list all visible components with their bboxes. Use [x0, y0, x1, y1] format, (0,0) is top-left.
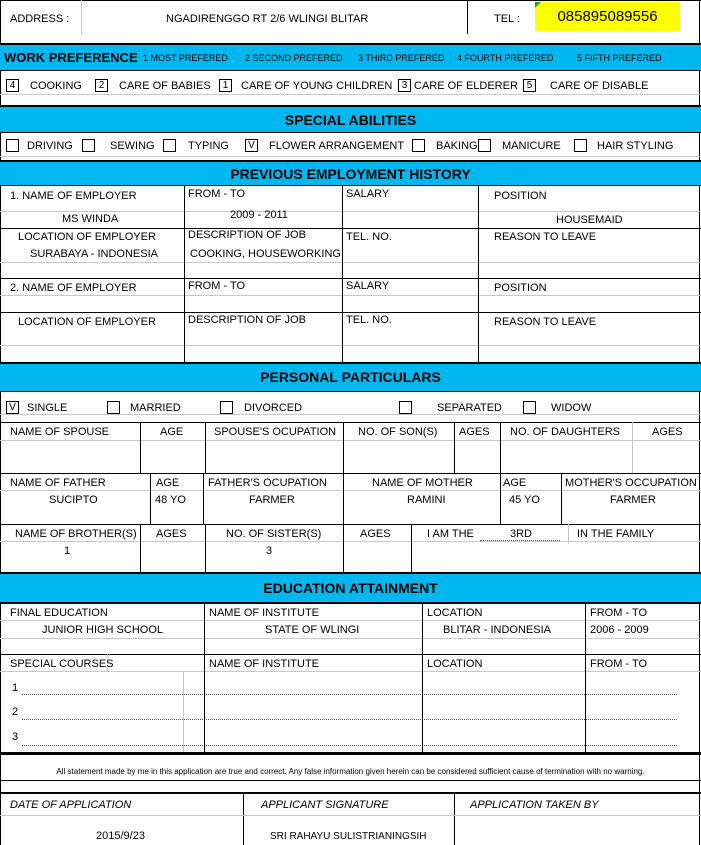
employer1-label: 1. NAME OF EMPLOYER	[10, 190, 137, 202]
institute-value[interactable]: STATE OF WLINGI	[265, 624, 360, 636]
sons-label: NO. OF SON(S)	[358, 426, 438, 438]
daughters-label: NO. OF DAUGHTERS	[510, 426, 621, 438]
status-divorced-checkbox[interactable]	[220, 401, 233, 414]
pref-rank-disable[interactable]: 5	[523, 79, 536, 92]
status-single-checkbox[interactable]: V	[6, 401, 19, 414]
status-separated-label: SEPARATED	[437, 402, 502, 414]
employer1-value[interactable]: MS WINDA	[62, 213, 119, 225]
course-number-1: 1	[12, 682, 19, 694]
ability-hair-checkbox[interactable]	[574, 139, 587, 152]
status-divorced-label: DIVORCED	[244, 402, 303, 414]
father-age-value[interactable]: 48 YO	[155, 494, 186, 506]
tel-value[interactable]: 085895089556	[535, 2, 680, 31]
ability-hair-label: HAIR STYLING	[597, 140, 674, 152]
sisters-value[interactable]: 3	[266, 545, 273, 557]
location1-label: LOCATION OF EMPLOYER	[18, 231, 156, 243]
description1-value[interactable]: COOKING, HOUSEWORKING	[190, 248, 341, 260]
father-occupation-value[interactable]: FARMER	[249, 494, 295, 506]
salary1-label: SALARY	[346, 188, 390, 200]
pref-legend-3: 3 THIRD PREFERED	[358, 53, 445, 63]
course-institute-label: NAME OF INSTITUTE	[209, 658, 319, 670]
ability-baking-label: BAKING	[436, 140, 478, 152]
course-number-3: 3	[12, 731, 19, 743]
reason1-label: REASON TO LEAVE	[494, 231, 597, 243]
mother-occupation-value[interactable]: FARMER	[610, 494, 656, 506]
work-preference-title: WORK PREFERENCE	[4, 50, 138, 65]
statement-text: All statement made by me in this application are true and correct. Any false information given herein can be considered sufficient cause of termination with no warning.	[56, 767, 645, 776]
location1-value[interactable]: SURABAYA - INDONESIA	[30, 248, 158, 260]
date-label: DATE OF APPLICATION	[10, 799, 132, 811]
course-number-2: 2	[12, 706, 19, 718]
mother-name-value[interactable]: RAMINI	[407, 494, 446, 506]
pref-label-children: CARE OF YOUNG CHILDREN	[241, 80, 393, 92]
ability-typing-checkbox[interactable]	[163, 139, 176, 152]
mother-age-value[interactable]: 45 YO	[509, 494, 540, 506]
final-education-value[interactable]: JUNIOR HIGH SCHOOL	[42, 624, 164, 636]
father-age-label: AGE	[156, 477, 180, 489]
ability-flower-checkbox[interactable]: V	[245, 139, 258, 152]
brothers-label: NAME OF BROTHER(S)	[15, 528, 137, 540]
ability-typing-label: TYPING	[188, 140, 229, 152]
sisters-ages-label: AGES	[360, 528, 391, 540]
salary2-label: SALARY	[346, 280, 390, 292]
address-value[interactable]: NGADIRENGGO RT 2/6 WLINGI BLITAR	[166, 13, 369, 25]
ability-driving-label: DRIVING	[27, 140, 73, 152]
pref-label-babies: CARE OF BABIES	[119, 80, 211, 92]
edu-from-to-value[interactable]: 2006 - 2009	[590, 624, 649, 636]
tel-label: TEL :	[494, 13, 520, 25]
ability-sewing-checkbox[interactable]	[82, 139, 95, 152]
description1-label: DESCRIPTION OF JOB	[188, 229, 306, 241]
mother-occupation-label: MOTHER'S OCCUPATION	[565, 477, 697, 489]
pref-legend-5: 5 FIFTH PREFERED	[577, 53, 662, 63]
status-single-label: SINGLE	[27, 402, 68, 414]
status-widow-checkbox[interactable]	[523, 401, 536, 414]
edu-from-to-label: FROM - TO	[590, 607, 648, 619]
from-to1-label: FROM - TO	[188, 188, 246, 200]
ability-flower-label: FLOWER ARRANGEMENT	[269, 140, 405, 152]
position1-label: POSITION	[494, 190, 547, 202]
description2-label: DESCRIPTION OF JOB	[188, 314, 306, 326]
from-to2-label: FROM - TO	[188, 280, 246, 292]
edu-location-label: LOCATION	[427, 607, 483, 619]
position1-value[interactable]: HOUSEMAID	[556, 214, 623, 226]
mother-age-label: AGE	[503, 477, 527, 489]
daughters-ages-label: AGES	[652, 426, 683, 438]
address-label: ADDRESS :	[10, 13, 70, 25]
position2-label: POSITION	[494, 282, 547, 294]
status-widow-label: WIDOW	[551, 402, 592, 414]
date-value[interactable]: 2015/9/23	[96, 830, 145, 842]
pref-rank-children[interactable]: 1	[219, 79, 232, 92]
ability-manicure-checkbox[interactable]	[478, 139, 491, 152]
pref-label-disable: CARE OF DISABLE	[550, 80, 649, 92]
courses-label: SPECIAL COURSES	[10, 658, 114, 670]
taken-by-label: APPLICATION TAKEN BY	[470, 799, 599, 811]
birth-order-value[interactable]: 3RD	[510, 528, 533, 540]
father-occupation-label: FATHER'S OCUPATION	[208, 477, 327, 489]
institute-label: NAME OF INSTITUTE	[209, 607, 319, 619]
reason2-label: REASON TO LEAVE	[494, 316, 597, 328]
cell-comment-marker	[535, 2, 541, 8]
mother-label: NAME OF MOTHER	[372, 477, 473, 489]
signature-value[interactable]: SRI RAHAYU SULISTRIANINGSIH	[270, 831, 427, 842]
tel1-label: TEL. NO.	[346, 231, 392, 243]
tel2-label: TEL. NO.	[346, 314, 392, 326]
employment-title: PREVIOUS EMPLOYMENT HISTORY	[230, 166, 471, 182]
education-title: EDUCATION ATTAINMENT	[263, 580, 438, 596]
father-name-value[interactable]: SUCIPTO	[49, 494, 98, 506]
status-married-checkbox[interactable]	[107, 401, 120, 414]
personal-title: PERSONAL PARTICULARS	[260, 369, 441, 385]
spouse-occupation-label: SPOUSE'S OCUPATION	[214, 426, 337, 438]
pref-rank-cooking[interactable]: 4	[6, 79, 19, 92]
ability-baking-checkbox[interactable]	[412, 139, 425, 152]
ability-sewing-label: SEWING	[110, 140, 155, 152]
employer2-label: 2. NAME OF EMPLOYER	[10, 282, 137, 294]
pref-legend-2: 2 SECOND PREFERED	[245, 53, 343, 63]
spouse-label: NAME OF SPOUSE	[10, 426, 110, 438]
from-to1-value[interactable]: 2009 - 2011	[230, 209, 288, 221]
signature-label: APPLICANT SIGNATURE	[261, 799, 389, 811]
pref-label-elderer: CARE OF ELDERER	[414, 80, 518, 92]
i-am-the-label: I AM THE	[427, 528, 474, 540]
pref-legend-1: 1 MOST PREFERED	[143, 53, 228, 63]
pref-rank-babies[interactable]: 2	[95, 79, 108, 92]
edu-location-value[interactable]: BLITAR - INDONESIA	[443, 624, 551, 636]
location2-label: LOCATION OF EMPLOYER	[18, 316, 156, 328]
in-family-label: IN THE FAMILY	[577, 528, 655, 540]
pref-label-cooking: COOKING	[30, 80, 82, 92]
pref-legend-4: 4 FOURTH PREFERED	[457, 53, 554, 63]
brothers-value[interactable]: 1	[64, 545, 71, 557]
father-label: NAME OF FATHER	[10, 477, 106, 489]
ability-driving-checkbox[interactable]	[6, 139, 19, 152]
special-abilities-title: SPECIAL ABILITIES	[284, 112, 417, 128]
course-from-to-label: FROM - TO	[590, 658, 648, 670]
final-education-label: FINAL EDUCATION	[10, 607, 108, 619]
status-married-label: MARRIED	[130, 402, 181, 414]
course-location-label: LOCATION	[427, 658, 483, 670]
sisters-label: NO. OF SISTER(S)	[226, 528, 322, 540]
brothers-ages-label: AGES	[156, 528, 187, 540]
pref-rank-elderer[interactable]: 3	[398, 79, 411, 92]
sons-ages-label: AGES	[459, 426, 490, 438]
status-separated-checkbox[interactable]	[399, 401, 412, 414]
spouse-age-label: AGE	[160, 426, 184, 438]
ability-manicure-label: MANICURE	[502, 140, 561, 152]
